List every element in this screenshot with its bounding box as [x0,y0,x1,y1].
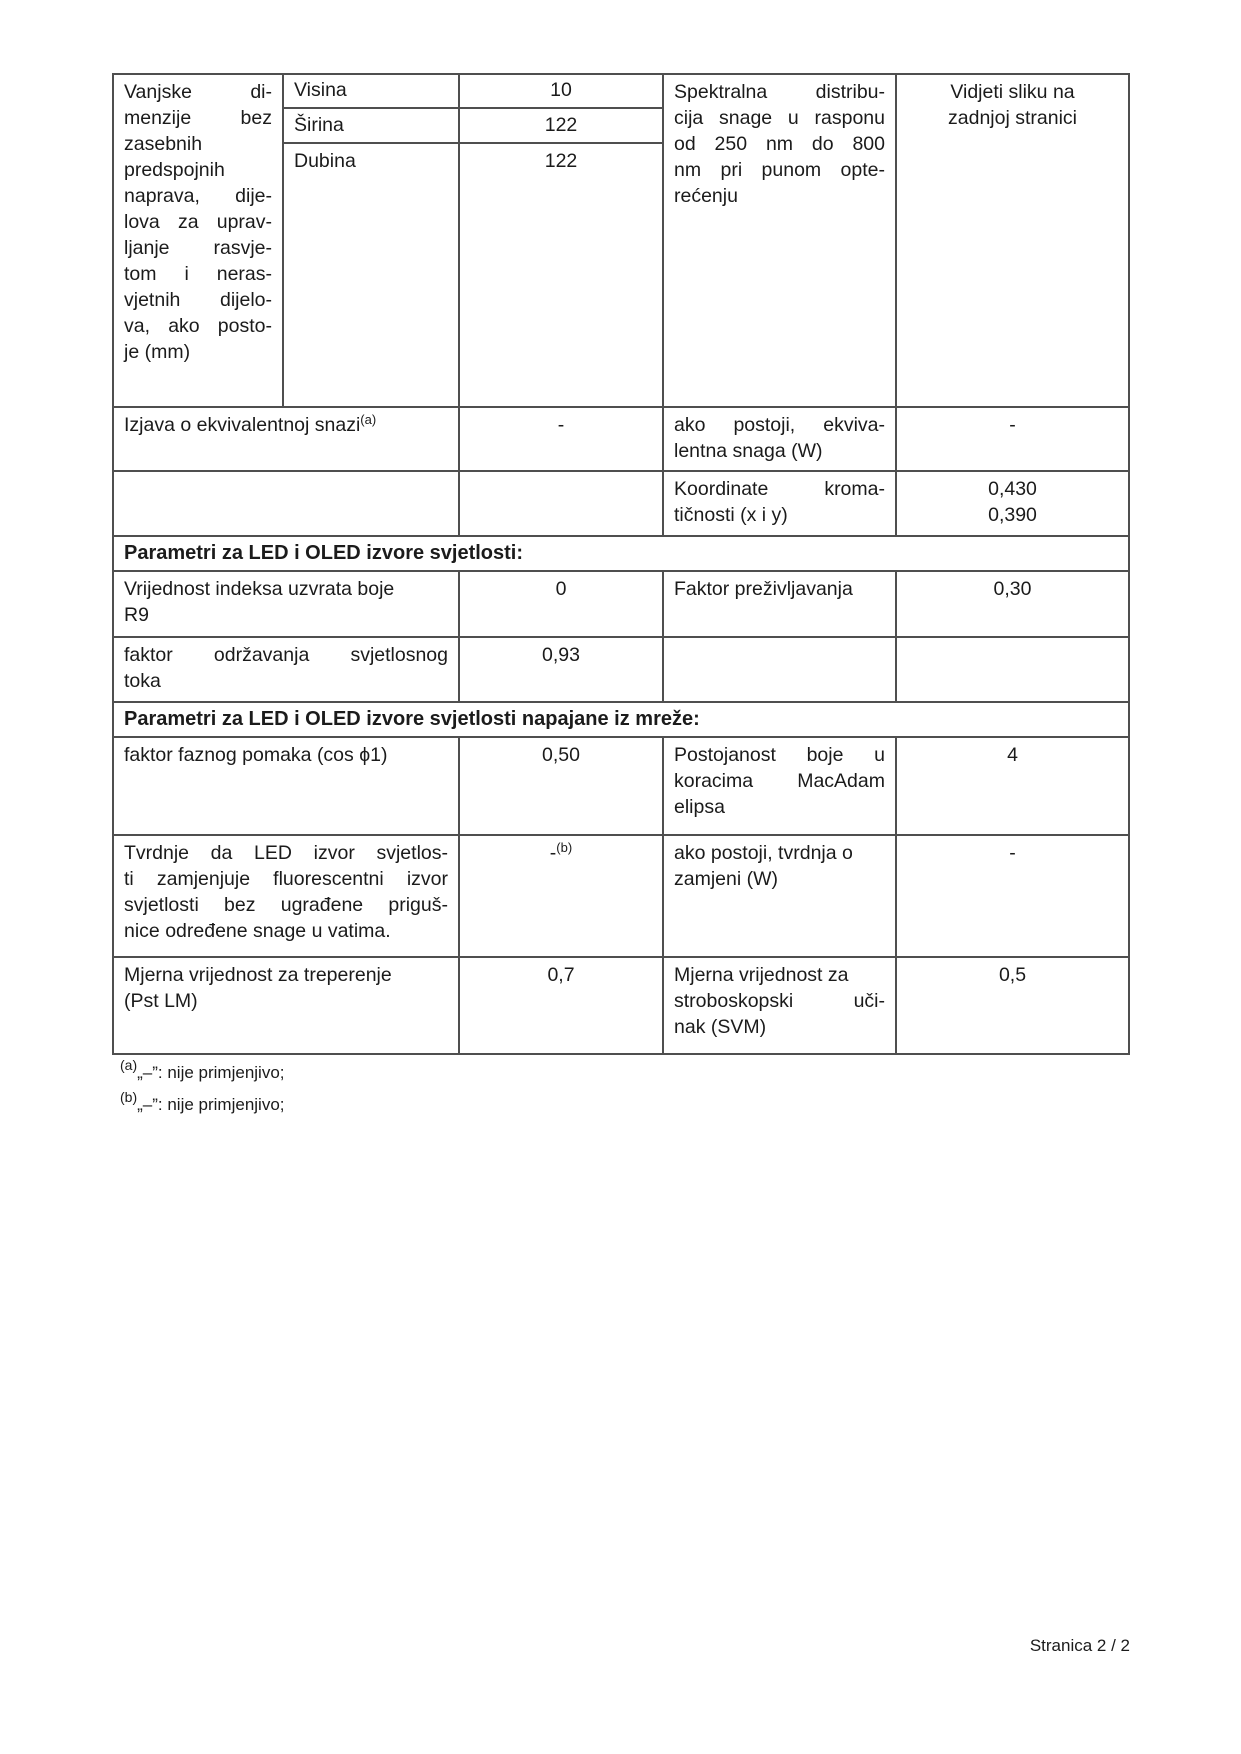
equivalent-power-right-value-cell: - [897,408,1130,472]
product-info-table [112,73,1130,1055]
footnote-ref-b: (b) [556,840,573,855]
text-line: ti zamjenjuje fluorescentni izvor [124,868,448,890]
text-line: (Pst LM) [124,990,198,1012]
text-line: zamjeni (W) [674,868,779,890]
text-line: nak (SVM) [674,1016,767,1038]
mains-params-header-cell: Parametri za LED i OLED izvore svjetlosti napajane iz mreže: [114,703,1130,738]
text-line: Koordinate kroma- [674,478,885,500]
led-params-header-cell: Parametri za LED i OLED izvore svjetlosti: [114,537,1130,572]
replacement-claim-right-value-cell: - [897,836,1130,958]
text-line: Vanjske di- [124,81,272,103]
text-line: ljanje rasvje- [124,237,272,259]
text-line: Vidjeti sliku na [950,81,1075,103]
page-number: Stranica 2 / 2 [1029,1636,1130,1655]
dimensions-sub-table [284,75,664,408]
equivalent-power-label: Izjava o ekvivalentnoj snazi [124,414,361,436]
text-line: naprava, dije- [124,185,272,207]
text-line: va, ako posto- [124,315,272,337]
footnote-a-text: „–”: nije primjenjivo; [137,1063,285,1082]
flicker-label-cell [114,958,460,1055]
dim-depth-label-cell: Dubina [284,144,460,408]
text-line: 0,430 [988,478,1037,500]
dim-width-label-cell: Širina [284,109,460,144]
text-line: ako postoji, ekviva- [674,414,885,436]
text-line: vjetnih dijelo- [124,289,272,311]
text-line: nm pri punom opte- [674,159,885,181]
dim-sub-row-width [284,109,664,144]
text-line: Tvrdnje da LED izvor svjetlos- [124,842,448,864]
colour-consistency-label-cell [664,738,897,836]
row-replacement-claim [114,836,1130,958]
row-phase-displacement [114,738,1130,836]
footnote-b-text: „–”: nije primjenjivo; [137,1095,285,1114]
text-line: menzije bez [124,107,272,129]
dim-sub-row-depth [284,144,664,408]
replacement-claim-value-cell [460,836,664,958]
text-line: svjetlosti bez ugrađene priguš- [124,894,448,916]
flicker-value-cell: 0,7 [460,958,664,1055]
dim-height-label-cell: Visina [284,75,460,109]
replacement-claim-label-cell [114,836,460,958]
lumen-maintenance-label-cell [114,638,460,703]
text-line: faktor održavanja svjetlosnog [124,644,448,666]
text-line: Postojanost boje u [674,744,885,766]
phase-displacement-label-cell: faktor faznog pomaka (cos ϕ1) [114,738,460,836]
text-line: lova za uprav- [124,211,272,233]
text-line: predspojnih [124,159,225,181]
text-line: tom i neras- [124,263,272,285]
text-line: stroboskopski uči- [674,990,885,1012]
footnote-b-marker: (b) [120,1089,138,1105]
survival-factor-label-cell: Faktor preživljavanja [664,572,897,638]
row-chromaticity [114,472,1130,537]
dim-depth-value-cell: 122 [460,144,664,408]
text-line: Vrijednost indeksa uzvrata boje [124,578,395,600]
row-outer-dimensions [114,75,1130,408]
footnote-b [120,1089,285,1116]
r9-value-cell: 0 [460,572,664,638]
chromaticity-empty-cell-2 [460,472,664,537]
text-line: lentna snaga (W) [674,440,823,462]
lumen-maintenance-empty-cell-2 [897,638,1130,703]
footnote-ref-a: (a) [360,412,377,427]
text-line: rećenju [674,185,738,207]
text-line: zadnjoj stranici [948,107,1077,129]
text-line: je (mm) [124,341,191,363]
equivalent-power-right-label-cell [664,408,897,472]
text-line: cija snage u rasponu [674,107,885,129]
colour-consistency-value-cell: 4 [897,738,1130,836]
stroboscopic-label-cell [664,958,897,1055]
survival-factor-value-cell: 0,30 [897,572,1130,638]
row-led-params-header [114,537,1130,572]
text-line: 0,390 [988,504,1037,526]
lumen-maintenance-empty-cell-1 [664,638,897,703]
replacement-claim-value: - [549,842,557,864]
outer-dimensions-label-cell [114,75,284,408]
spectral-distribution-label-cell [664,75,897,408]
text-line: nice određene snage u vatima. [124,920,391,942]
text-line: Mjerna vrijednost za [674,964,849,986]
chromaticity-empty-cell-1 [114,472,460,537]
r9-label-cell [114,572,460,638]
footnote-a [120,1057,285,1084]
dim-height-value-cell: 10 [460,75,664,109]
phase-displacement-value-cell: 0,50 [460,738,664,836]
equivalent-power-label-cell [114,408,460,472]
row-r9 [114,572,1130,638]
replacement-claim-right-label-cell [664,836,897,958]
text-line: tičnosti (x i y) [674,504,788,526]
dim-width-value-cell: 122 [460,109,664,144]
row-mains-params-header [114,703,1130,738]
text-line: koracima MacAdam [674,770,885,792]
footnote-a-marker: (a) [120,1057,138,1073]
text-line: Spektralna distribu- [674,81,885,103]
text-line: Mjerna vrijednost za treperenje [124,964,392,986]
row-flicker [114,958,1130,1055]
see-image-cell [897,75,1130,408]
equivalent-power-value-cell: - [460,408,664,472]
stroboscopic-value-cell: 0,5 [897,958,1130,1055]
text-line: toka [124,670,161,692]
text-line: ako postoji, tvrdnja o [674,842,853,864]
text-line: elipsa [674,796,725,818]
row-equivalent-power [114,408,1130,472]
text-line: zasebnih [124,133,203,155]
text-line: od 250 nm do 800 [674,133,885,155]
row-lumen-maintenance [114,638,1130,703]
chromaticity-value-cell [897,472,1130,537]
chromaticity-label-cell [664,472,897,537]
lumen-maintenance-value-cell: 0,93 [460,638,664,703]
text-line: R9 [124,604,149,626]
dim-sub-row-height [284,75,664,109]
